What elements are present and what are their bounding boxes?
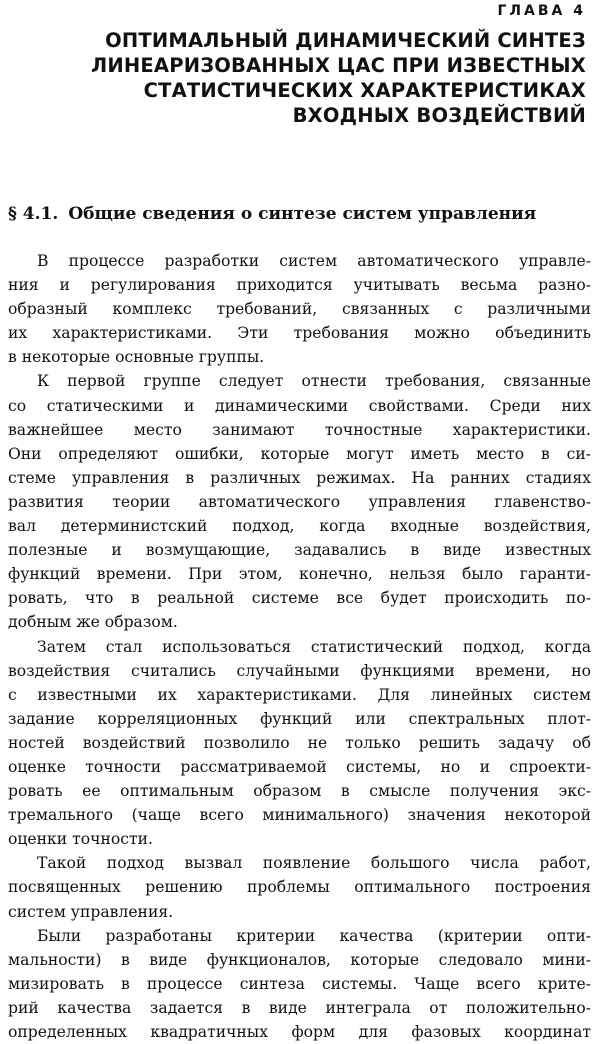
text-line: в некоторые основные группы.: [8, 348, 265, 367]
text-line: тремального (чаще всего минимального) значения некоторой: [8, 806, 591, 825]
text-line: Затем стал использоваться статистический подход, когда: [37, 637, 591, 656]
text-line: их характеристиками. Эти требования можно объединить: [8, 324, 591, 343]
text-line: рий качества задается в виде интеграла от положительно-: [8, 998, 591, 1017]
chapter-title-line: ЛИНЕАРИЗОВАННЫХ ЦАС ПРИ ИЗВЕСТНЫХ: [90, 54, 586, 77]
text-line: ровать ее оптимальным образом в смысле получения экс-: [8, 782, 591, 801]
text-line: задание корреляционных функций или спектральных плот-: [8, 709, 591, 728]
text-line: Были разработаны критерии качества (критерии опти-: [37, 926, 591, 945]
text-line: Они определяют ошибки, которые могут иметь место в си-: [8, 444, 591, 463]
text-line: ностей воздействий позволило не только решить задачу об: [8, 733, 591, 752]
text-line: мальности) в виде функционалов, которые следовало мини-: [8, 950, 591, 969]
text-line: важнейшее место занимают точностные характеристики.: [8, 420, 591, 439]
chapter-title: [26, 28, 586, 128]
text-line: систем управления.: [8, 902, 174, 921]
text-line: со статическими и динамическими свойствами. Среди них: [8, 396, 591, 415]
text-line: посвященных решению проблемы оптимального построения: [8, 878, 591, 897]
chapter-title-line: ВХОДНЫХ ВОЗДЕЙСТВИЙ: [292, 104, 586, 127]
text-line: стеме управления в различных режимах. На ранних стадиях: [8, 468, 591, 487]
section-title: Общие сведения о синтезе систем управления: [68, 204, 537, 224]
text-line: образный комплекс требований, связанных с различными: [8, 300, 591, 319]
text-line: развития теории автоматического управления главенство-: [8, 492, 591, 511]
text-line: воздействия считались случайными функциями времени, но: [8, 661, 591, 680]
text-line: В процессе разработки систем автоматического управле-: [37, 252, 591, 270]
chapter-title-line: ОПТИМАЛЬНЫЙ ДИНАМИЧЕСКИЙ СИНТЕЗ: [105, 29, 586, 52]
text-line: мизировать в процессе синтеза системы. Чаще всего крите-: [8, 974, 591, 993]
section-number: § 4.1.: [8, 204, 59, 224]
section-heading: [8, 202, 588, 226]
text-line: ния и регулирования приходится учитывать весьма разно-: [8, 276, 591, 295]
text-line: оценки точности.: [8, 830, 153, 849]
text-line: добным же образом.: [8, 613, 178, 632]
text-line: вал детерминистский подход, когда входные воздействия,: [8, 517, 591, 536]
text-line: полезные и возмущающие, задавались в виде известных: [8, 541, 591, 560]
text-line: К первой группе следует отнести требования, связанные: [37, 372, 591, 391]
chapter-title-line: СТАТИСТИЧЕСКИХ ХАРАКТЕРИСТИКАХ: [143, 79, 586, 102]
text-line: с известными их характеристиками. Для линейных систем: [8, 685, 591, 704]
chapter-label: ГЛАВА 4: [497, 3, 586, 19]
text-line: Такой подход вызвал появление большого числа работ,: [37, 854, 591, 873]
text-line: оценке точности рассматриваемой системы, но и спроекти-: [8, 757, 591, 776]
text-line: ровать, что в реальной системе все будет происходить по-: [8, 589, 591, 608]
text-line: функций времени. При этом, конечно, нельзя было гаранти-: [8, 565, 591, 584]
body-text: [8, 249, 591, 1044]
text-line: определенных квадратичных форм для фазовых координат: [8, 1023, 591, 1041]
